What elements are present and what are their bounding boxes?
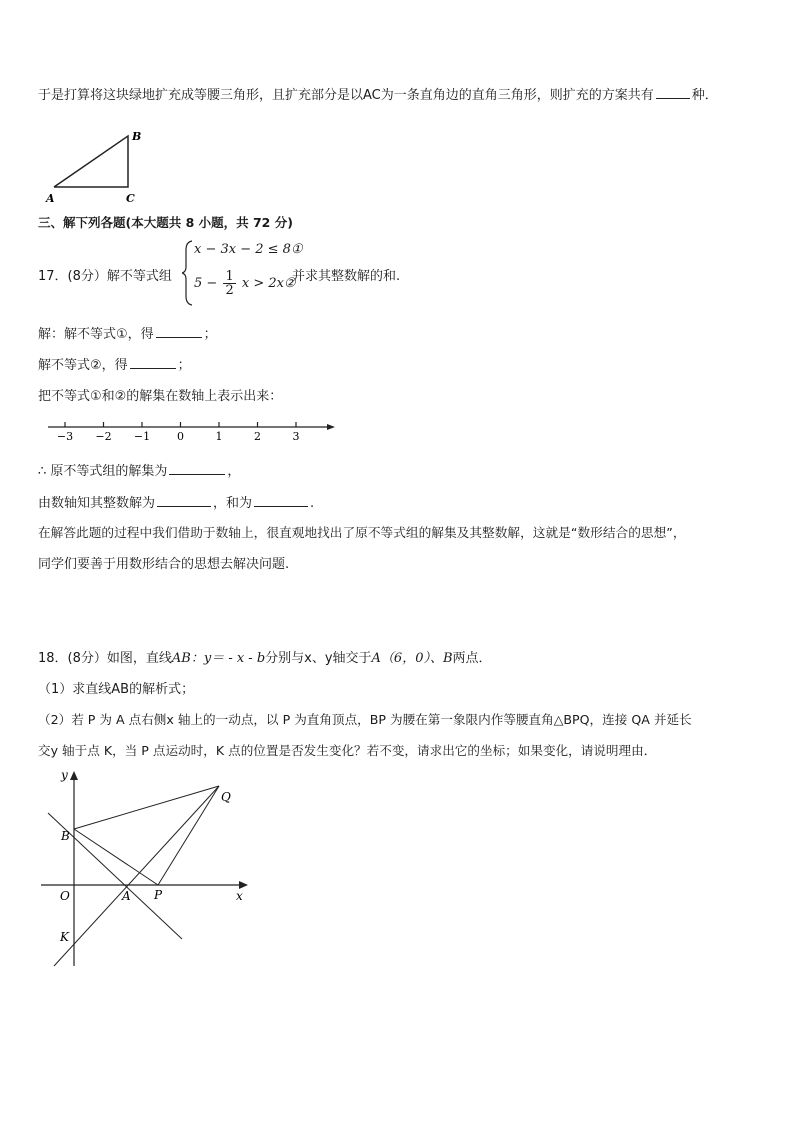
number-line-tick-label: 0 xyxy=(177,430,184,443)
int-blank[interactable] xyxy=(157,492,211,507)
q16-text-after: 种． xyxy=(691,88,718,103)
line-PQ xyxy=(158,786,219,885)
y-axis-arrow xyxy=(70,771,78,780)
number-line-tick-label: 1 xyxy=(215,430,223,443)
section3-title: 三、解下列各题(本大题共 8 小题，共 72 分) xyxy=(38,215,293,230)
triangle-edges xyxy=(54,136,128,187)
q17-tail: 并求其整数解的和. xyxy=(292,269,401,284)
label-K: K xyxy=(60,930,69,944)
sol1-blank[interactable] xyxy=(156,323,202,338)
q16-text xyxy=(38,84,718,103)
line-QK xyxy=(54,786,219,966)
q18-part1: （1）求直线AB的解析式； xyxy=(38,682,195,697)
label-B: B xyxy=(61,829,70,843)
line-BQ xyxy=(74,786,219,829)
q17-sol2: 解不等式②，得 ； xyxy=(38,354,191,373)
label-P: P xyxy=(154,888,163,902)
label-A: A xyxy=(46,192,55,205)
label-A: A xyxy=(122,889,131,903)
q17-ineq1: x − 3x − 2 ≤ 8① xyxy=(194,242,303,257)
q18-head: 18．(8分）如图，直线AB：y＝ - x - b分别与x、y轴交于A（6，0）、B两点． xyxy=(38,651,492,666)
q17-ineq2 xyxy=(194,270,296,297)
number-line-tick-label: −3 xyxy=(56,430,74,443)
label-x: x xyxy=(236,889,243,903)
q17-sol1: 解：解不等式①，得 ； xyxy=(38,323,217,342)
label-C: C xyxy=(126,192,135,205)
q17-para1: 在解答此题的过程中我们借助于数轴上，很直观地找出了原不等式组的解集及其整数解，这就是“数形结合的思想”， xyxy=(38,525,686,540)
q18-part2-line1: （2）若 P 为 A 点右侧x 轴上的一动点，以 P 为直角顶点，BP 为腰在第一象限内作等腰直角△BPQ，连接 QA 并延长 xyxy=(38,712,692,727)
number-line xyxy=(40,418,340,448)
q18-part2-line2: 交y 轴于点 K，当 P 点运动时，K 点的位置是否发生变化？若不变，请求出它的坐标；如果变化，请说明理由． xyxy=(38,743,657,758)
q16-text-before: 于是打算将这块绿地扩充成等腰三角形，且扩充部分是以AC为一条直角边的直角三角形，则扩充的方案共有 xyxy=(38,88,654,103)
q17-result: ∴ 原不等式组的解集为 ， xyxy=(38,460,240,479)
ineq2-suffix: x > 2x② xyxy=(241,276,296,291)
label-y: y xyxy=(61,768,68,782)
number-line-tick-label: 2 xyxy=(254,430,261,443)
q17-para2: 同学们要善于用数形结合的思想去解决问题. xyxy=(38,557,290,572)
q17-head: 17．(8分）解不等式组 xyxy=(38,269,172,284)
ineq2-prefix: 5 − xyxy=(194,276,218,291)
sol2-blank[interactable] xyxy=(130,354,176,369)
x-axis-arrow xyxy=(239,881,248,889)
q16-blank[interactable] xyxy=(656,84,690,99)
fraction-numerator: 1 xyxy=(225,269,234,284)
q17-system xyxy=(182,240,302,306)
q17-integers: 由数轴知其整数解为 ，和为 . xyxy=(38,492,314,511)
label-O: O xyxy=(60,889,70,903)
fraction-denominator: 2 xyxy=(225,283,234,298)
result-blank[interactable] xyxy=(169,460,225,475)
q16-triangle-figure xyxy=(40,126,150,206)
number-line-arrow xyxy=(327,424,335,430)
number-line-tick-label: −2 xyxy=(95,430,112,443)
label-B: B xyxy=(132,130,142,143)
system-brace xyxy=(182,240,194,306)
ineq2-fraction xyxy=(223,270,235,297)
q18-figure xyxy=(36,766,256,971)
number-line-tick-label: 3 xyxy=(292,430,300,443)
number-line-tick-label: −1 xyxy=(133,430,151,443)
label-Q: Q xyxy=(221,790,231,804)
q17-sol3: 把不等式①和②的解集在数轴上表示出来： xyxy=(38,389,283,404)
sum-blank[interactable] xyxy=(254,492,308,507)
